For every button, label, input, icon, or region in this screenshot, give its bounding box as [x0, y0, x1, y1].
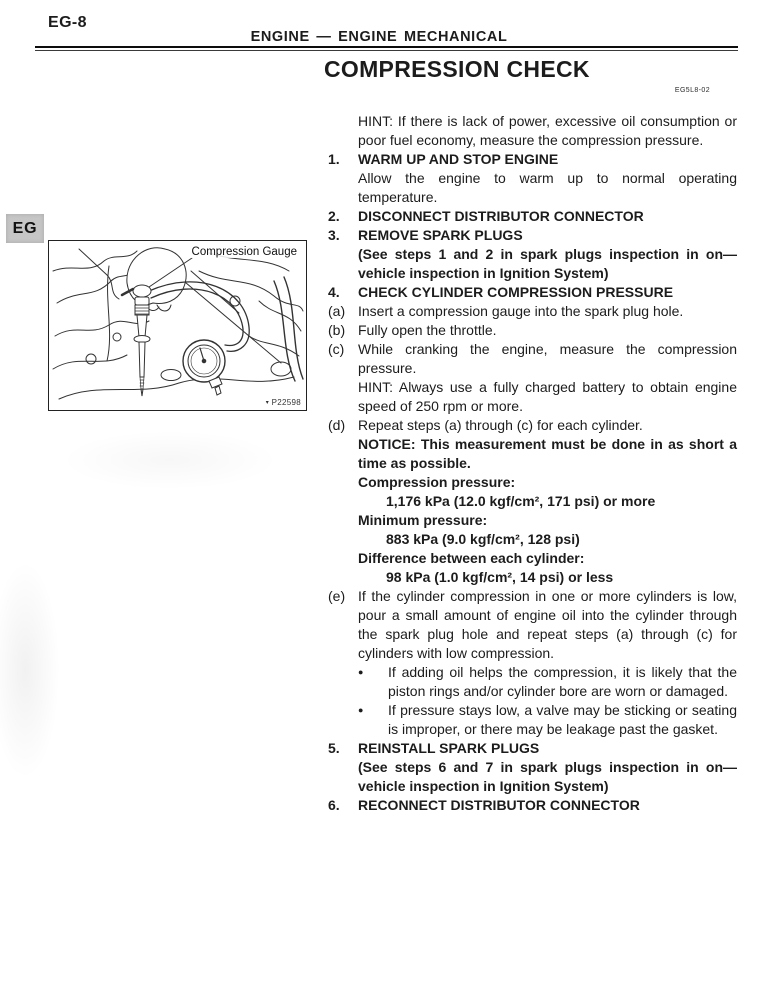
substep-d: (d) Repeat steps (a) through (c) for each cylinder.	[328, 417, 643, 433]
spec-value-minimum: 883 kPa (9.0 kgf/cm², 128 psi)	[386, 531, 580, 547]
hint-battery: HINT: Always use a fully charged battery to obtain engine speed of 250 rpm or more.	[358, 379, 737, 414]
step-6: 6. RECONNECT DISTRIBUTOR CONNECTOR	[328, 797, 640, 813]
step-2: 2. DISCONNECT DISTRIBUTOR CONNECTOR	[328, 208, 644, 224]
spec-value-difference: 98 kPa (1.0 kgf/cm², 14 psi) or less	[386, 569, 614, 585]
gauge-adapter-drawing	[122, 285, 151, 396]
step-1-detail: Allow the engine to warm up to normal operating temperature.	[358, 170, 737, 205]
substep-a: (a) Insert a compression gauge into the spark plug hole.	[328, 303, 684, 319]
spec-label-difference: Difference between each cylinder:	[358, 550, 585, 566]
scan-smudge	[60, 430, 280, 490]
substep-c: (c) While cranking the engine, measure the compression pressure.	[328, 341, 737, 376]
substep-e: (e) If the cylinder compression in one or more cylinders is low, pour a small amount of engine oil into the cylinder through the spark plug hole and repeat steps (a) through (c) for cylinders with low compression.	[328, 588, 737, 661]
notice-paragraph: NOTICE: This measurement must be done in as short a time as possible.	[358, 436, 737, 471]
bullet-icon: ●	[358, 705, 364, 715]
scan-smudge	[0, 560, 60, 780]
spec-label-minimum: Minimum pressure:	[358, 512, 488, 528]
compression-gauge-drawing	[183, 340, 225, 395]
bullet-oil-helps: ● If adding oil helps the compression, it is likely that the piston rings and/or cylinder bore are worn or damaged.	[358, 664, 737, 699]
figure-code-marker: ▾	[265, 400, 270, 406]
figure-compression-gauge	[48, 240, 307, 411]
spec-value-compression: 1,176 kPa (12.0 kgf/cm², 171 psi) or more	[386, 493, 656, 509]
step-1: 1. WARM UP AND STOP ENGINE	[328, 151, 559, 167]
spec-label-compression: Compression pressure:	[358, 474, 516, 490]
section-tab-eg: EG	[6, 214, 44, 243]
substep-b: (b) Fully open the throttle.	[328, 322, 497, 338]
engine-bay-line-art	[49, 241, 306, 410]
figure-code-text: P22598	[271, 398, 301, 407]
step-3: 3. REMOVE SPARK PLUGS	[328, 227, 523, 243]
running-header: ENGINE — ENGINE MECHANICAL	[250, 29, 508, 45]
hint-paragraph: HINT: If there is lack of power, excessive oil consumption or poor fuel economy, measure the compression pressure.	[358, 113, 737, 148]
step-3-reference: (See steps 1 and 2 in spark plugs inspection in on—vehicle inspection in Ignition System)	[358, 246, 737, 281]
bullet-icon: ●	[358, 667, 364, 677]
bullet-pressure-low: ● If pressure stays low, a valve may be sticking or seating is improper, or there may be leakage past the gasket.	[358, 702, 737, 737]
procedure-text-column	[328, 112, 737, 815]
header-rule	[35, 46, 738, 51]
step-4: 4. CHECK CYLINDER COMPRESSION PRESSURE	[328, 284, 674, 300]
step-5: 5. REINSTALL SPARK PLUGS	[328, 740, 540, 756]
step-5-reference: (See steps 6 and 7 in spark plugs inspection in on—vehicle inspection in Ignition System)	[358, 759, 737, 794]
figure-code	[266, 398, 301, 407]
page-number: EG-8	[48, 14, 87, 31]
figure-caption: Compression Gauge	[191, 246, 297, 258]
page-title: COMPRESSION CHECK	[324, 56, 590, 82]
doc-code: EG5L8-02	[674, 87, 710, 94]
